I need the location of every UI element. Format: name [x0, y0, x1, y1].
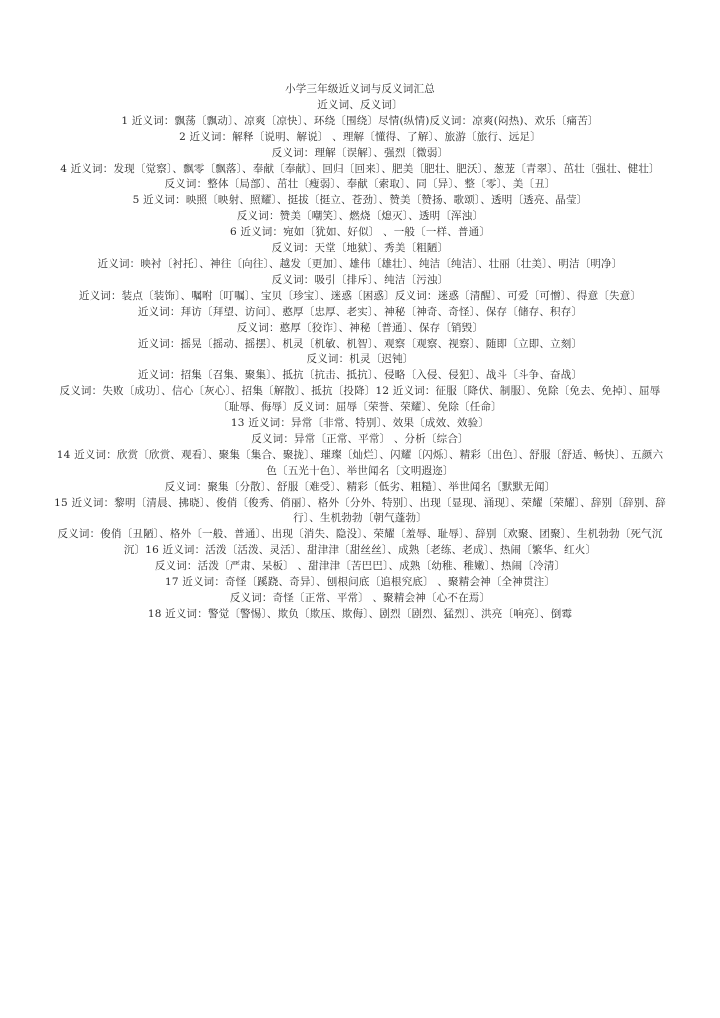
text-line: 近义词：映衬〔衬托〕、神往〔向往〕、越发〔更加〕、雄伟〔雄壮〕、纯洁〔纯洁〕、壮丽〔壮美〕、明洁〔明净〕	[97, 257, 623, 270]
text-line: 反义词：机灵〔迟钝〕	[306, 353, 414, 366]
text-line: 反义词：异常〔正常、平常〕 、分析〔综合〕	[251, 432, 469, 445]
text-line: 反义词：聚集〔分散〕、舒服〔难受〕、精彩〔低劣、粗糙〕、举世闻名〔默默无闻〕	[164, 480, 556, 493]
document-subtitle: 近义词、反义词〕	[317, 98, 403, 111]
text-line: 反义词：吸引〔排斥〕、纯洁〔污浊〕	[271, 273, 449, 286]
text-line: 13 近义词：异常〔非常、特别〕、效果〔成效、效验〕	[230, 417, 490, 430]
text-line: 15 近义词：黎明〔清晨、拂晓〕、俊俏〔俊秀、俏丽〕、格外〔分外、特别〕、出现〔显现、涌现〕、荣耀〔荣耀〕、辞别〔辞别、辞行〕、生机勃勃〔朝气蓬勃〕	[54, 496, 666, 525]
text-line: 反义词：赞美〔嘲笑〕、燃烧〔熄灭〕、透明〔浑浊〕	[236, 210, 484, 223]
text-line: 近义词：摇晃〔摇动、摇摆〕、机灵〔机敏、机智〕、观察〔观察、视察〕、随即〔立即、立刻〕	[137, 337, 583, 350]
text-line: 1 近义词：飘荡〔飘动〕、凉爽〔凉快〕、环绕〔围绕〕尽情(纵情)反义词：凉爽(闷热)、欢乐〔痛苦〕	[121, 114, 599, 127]
text-line: 18 近义词：警觉〔警惕〕、欺负〔欺压、欺侮〕、剧烈〔剧烈、猛烈〕、洪亮〔响亮〕、倒霉	[147, 607, 573, 620]
text-line: 反义词：失败〔成功〕、信心〔灰心〕、招集〔解散〕、抵抗〔投降〕12 近义词：征服〔降伏、制服〕、免除〔免去、免掉〕、屈辱〔耻辱、侮辱〕反义词：屈辱〔荣誉、荣耀〕、免除〔任命〕	[59, 385, 661, 414]
text-line: 反义词：天堂〔地狱〕、秀美〔粗陋〕	[271, 242, 449, 255]
text-line: 4 近义词：发现〔觉察〕、飘零〔飘落〕、奉献〔奉献〕、回归〔回来〕、肥美〔肥壮、肥沃〕、葱茏〔青翠〕、茁壮〔强壮、健壮〕	[60, 162, 660, 175]
text-line: 反义词：活泼〔严肃、呆板〕 、甜津津〔苦巴巴〕、成熟〔幼稚、稚嫩〕、热闹〔冷清〕	[154, 560, 566, 573]
text-line: 近义词：装点〔装饰〕、嘱咐〔叮嘱〕、宝贝〔珍宝〕、迷惑〔困惑〕反义词：迷惑〔清醒〕、可爱〔可憎〕、得意〔失意〕	[78, 289, 642, 302]
document-body	[54, 82, 666, 623]
text-line: 6 近义词：宛如〔犹如、好似〕 、一般〔一样、普通〕	[229, 226, 491, 239]
text-line: 17 近义词：奇怪〔蹊跷、奇异〕、刨根问底〔追根究底〕 、聚精会神〔全神贯注〕	[164, 576, 556, 589]
text-line: 反义词：奇怪〔正常、平常〕 、聚精会神〔心不在焉〕	[229, 592, 491, 604]
text-line: 反义词：理解〔误解〕、强烈〔微弱〕	[271, 146, 449, 159]
text-line: 近义词：拜访〔拜望、访问〕、憨厚〔忠厚、老实〕、神秘〔神奇、奇怪〕、保存〔储存、积存〕	[137, 305, 583, 318]
text-line: 反义词：俊俏〔丑陋〕、格外〔一般、普通〕、出现〔消失、隐没〕、荣耀〔羞辱、耻辱〕、辞别〔欢聚、团聚〕、生机勃勃〔死气沉沉〕16 近义词：活泼〔活泼、灵活〕、甜津津〔甜丝丝〕、成熟〔老练、老成〕、热闹〔繁华、红火〕	[57, 528, 663, 557]
text-line: 14 近义词：欣赏〔欣赏、观看〕、聚集〔集合、聚拢〕、璀璨〔灿烂〕、闪耀〔闪烁〕、精彩〔出色〕、舒服〔舒适、畅快〕、五颜六色〔五光十色〕、举世闻名〔文明遐迩〕	[56, 448, 664, 477]
text-line: 5 近义词：映照〔映射、照耀〕、挺拔〔挺立、苍劲〕、赞美〔赞扬、歌颂〕、透明〔透亮、晶莹〕	[132, 194, 588, 207]
text-line: 反义词：憨厚〔狡诈〕、神秘〔普通〕、保存〔销毁〕	[236, 321, 484, 334]
document-title: 小学三年级近义词与反义词汇总	[285, 83, 435, 95]
text-line: 2 近义词：解释〔说明、解说〕 、理解〔懂得、了解〕、旅游〔旅行、远足〕	[179, 130, 541, 143]
text-line: 近义词：招集〔召集、聚集〕、抵抗〔抗击、抵抗〕、侵略〔入侵、侵犯〕、战斗〔斗争、奋战〕	[137, 369, 583, 382]
text-line: 反义词：整体〔局部〕、茁壮〔瘦弱〕、奉献〔索取〕、同〔异〕、整〔零〕、美〔丑〕	[164, 178, 556, 191]
